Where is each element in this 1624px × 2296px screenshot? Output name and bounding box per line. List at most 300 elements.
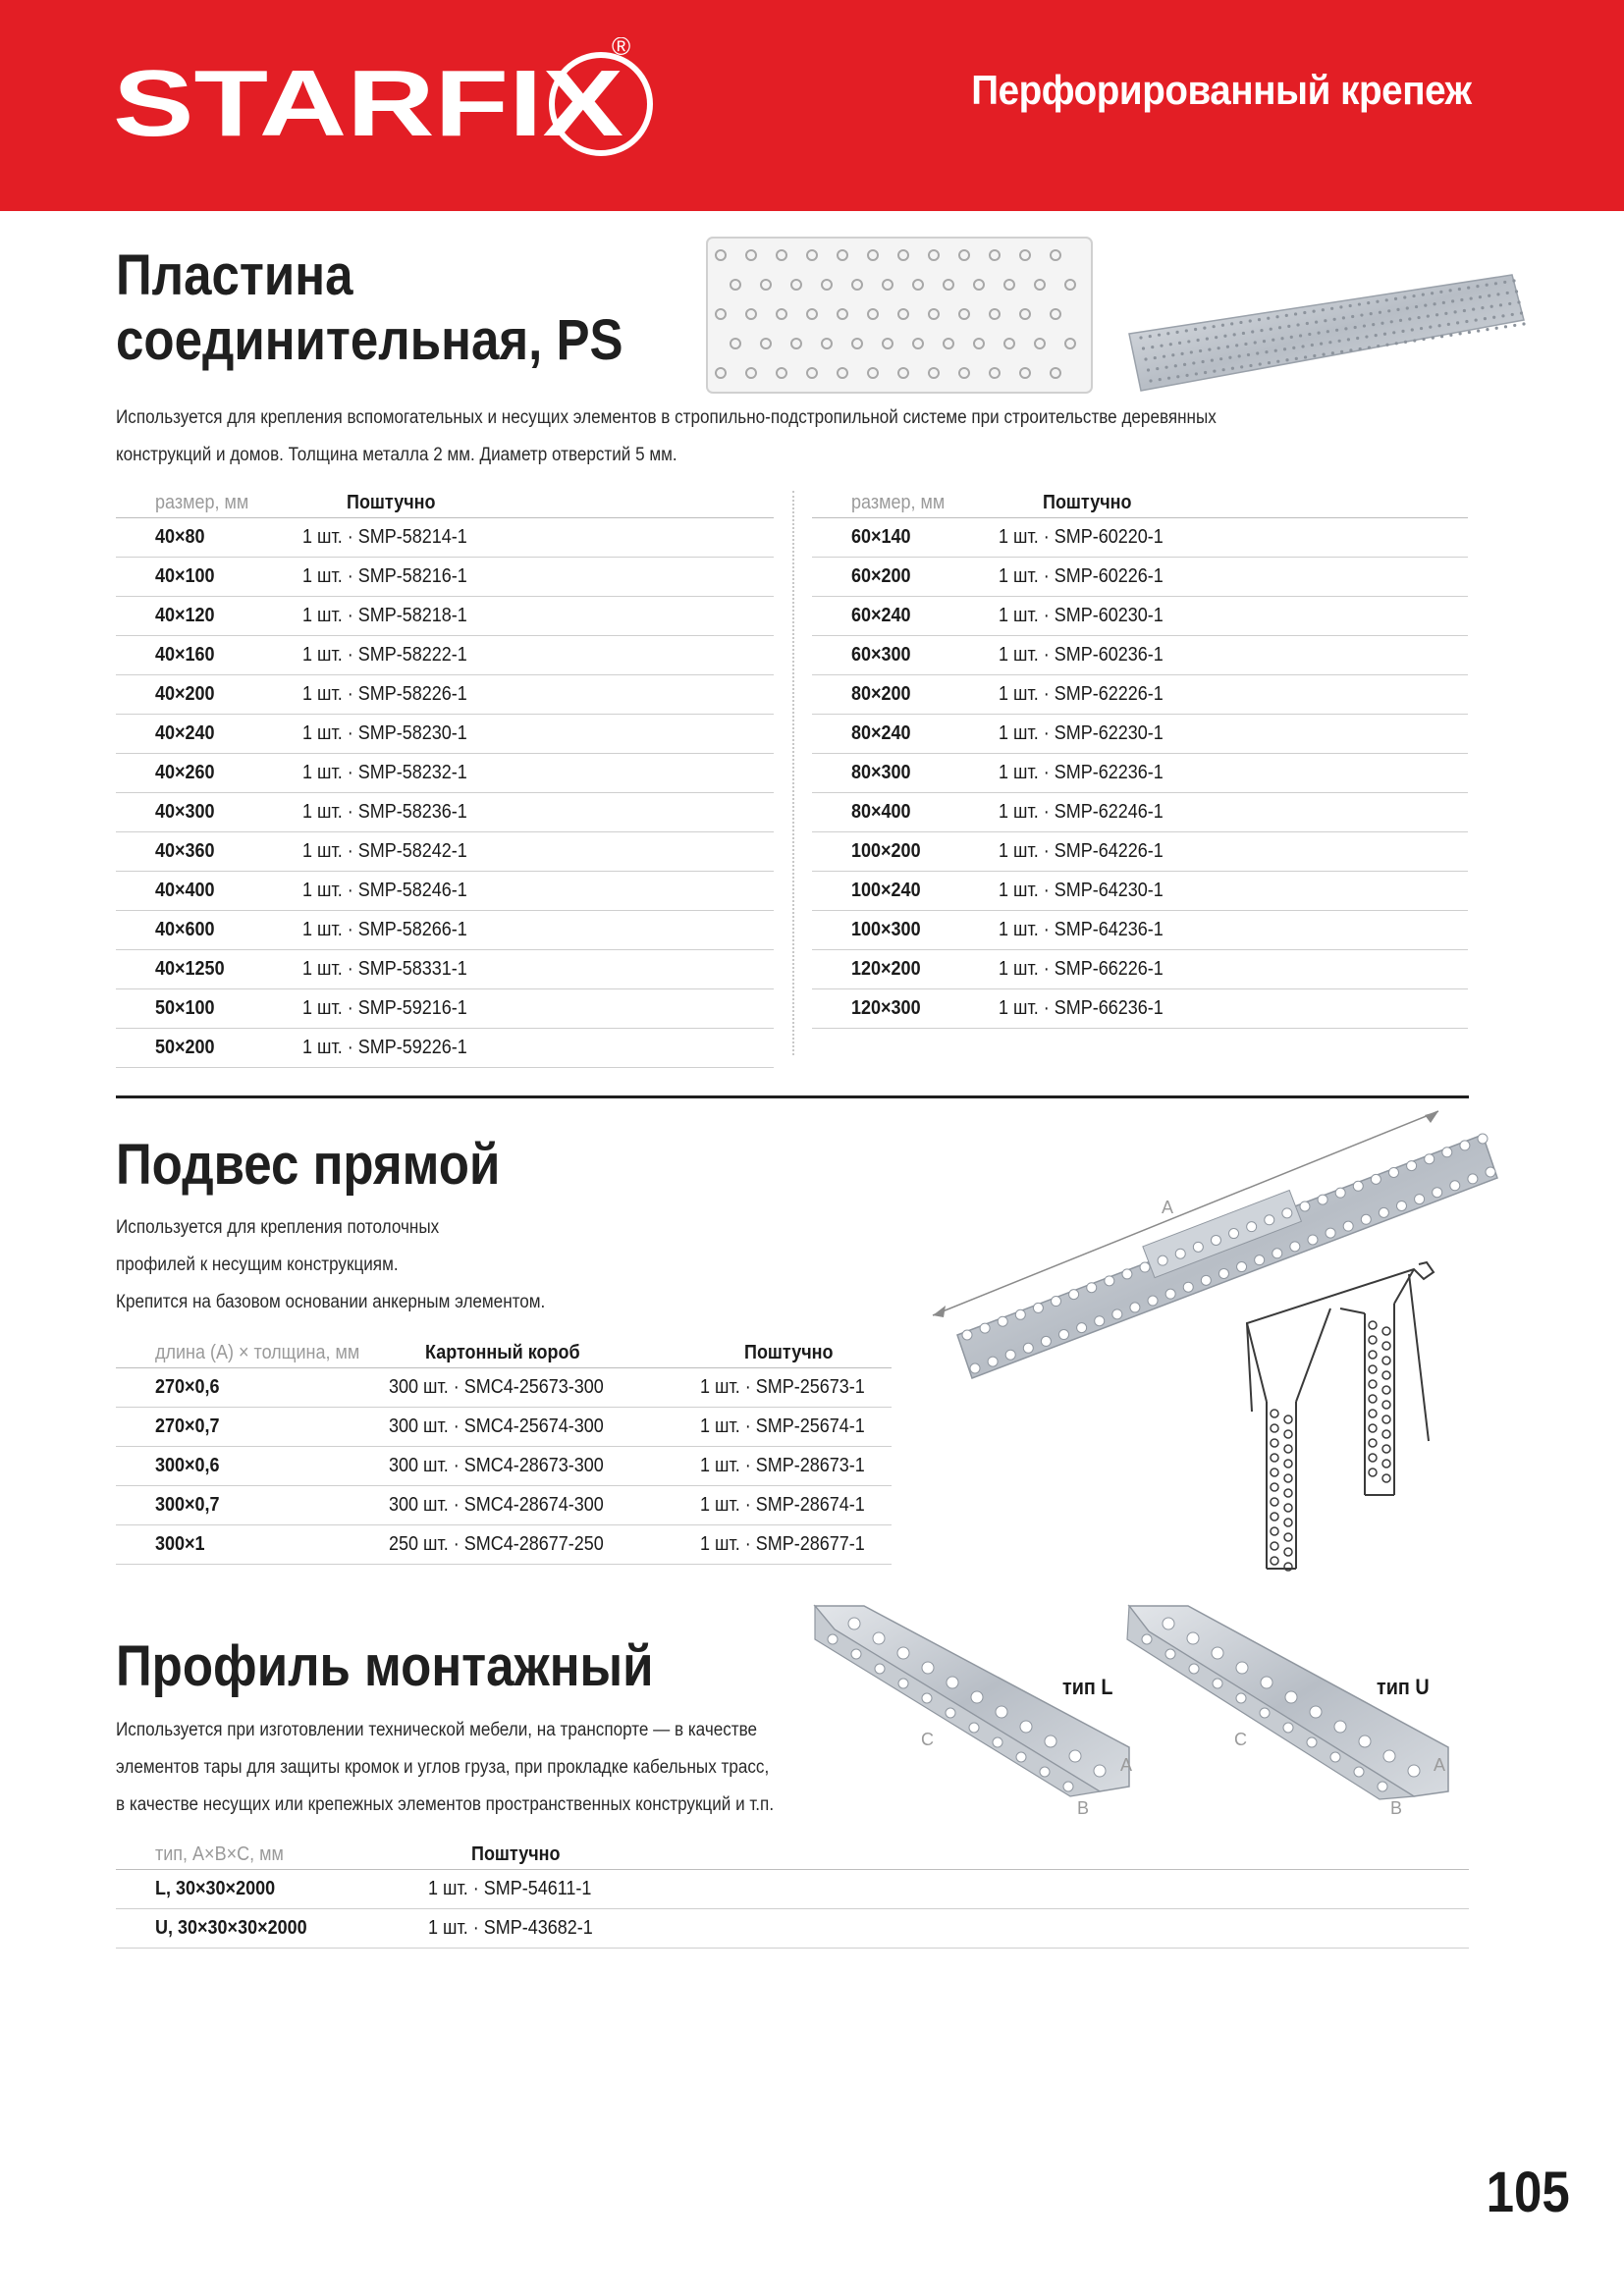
piece-cell: 1 шт. · SMP-28673-1 <box>700 1455 865 1476</box>
plate-hole <box>1520 311 1523 314</box>
plate-hole <box>1403 295 1406 298</box>
plate-hole <box>1454 310 1457 313</box>
profile-hole <box>993 1737 1002 1747</box>
leg-hole <box>1369 1395 1377 1403</box>
plate-hole <box>1496 293 1499 295</box>
page-number: 105 <box>1486 2161 1570 2224</box>
plate-hole <box>1484 317 1487 320</box>
piece-cell: 1 шт. · SMP-28677-1 <box>700 1533 865 1555</box>
plate-hole <box>1272 339 1274 342</box>
plate-hole <box>1159 378 1162 381</box>
plate-title-line2: соединительная, PS <box>116 308 623 372</box>
plate-hole <box>1390 320 1393 323</box>
plate-hole <box>1465 320 1468 323</box>
leg-hole <box>1369 1454 1377 1462</box>
plate-hole <box>1349 348 1352 351</box>
hanger-slot <box>1371 1174 1380 1184</box>
plate-hole <box>1411 328 1414 331</box>
plate-hole <box>1240 365 1243 368</box>
leg-hole <box>1369 1351 1377 1359</box>
hanger-slot <box>1041 1336 1051 1346</box>
hanger-slot <box>1300 1201 1310 1211</box>
plate-hole <box>1367 301 1370 304</box>
table-row <box>116 1368 892 1408</box>
plate-hole <box>1213 325 1216 328</box>
plate-hole <box>1158 334 1161 337</box>
plate-hole <box>1308 333 1311 336</box>
label-a-l: A <box>1120 1755 1133 1775</box>
piece-cell: 1 шт. · SMP-62230-1 <box>999 722 1164 744</box>
leg-hole <box>1369 1321 1377 1329</box>
plate-hole <box>1218 347 1220 349</box>
plate-hole <box>1299 334 1302 337</box>
label-c-l: C <box>921 1730 934 1749</box>
hanger-slot <box>1478 1134 1488 1144</box>
table-row <box>812 832 1468 872</box>
profile-hole <box>947 1677 958 1688</box>
hanger-slot <box>1112 1309 1122 1319</box>
size-cell: 60×140 <box>851 526 911 548</box>
plate-hole <box>1328 341 1331 344</box>
piece-cell: 1 шт. · SMP-66226-1 <box>999 958 1164 980</box>
plate-hole <box>1451 299 1454 302</box>
leg-hole <box>1284 1533 1292 1541</box>
plate-hole <box>1408 317 1411 320</box>
piece-cell: 1 шт. · SMP-66236-1 <box>999 997 1164 1019</box>
leg-hole <box>1382 1460 1390 1468</box>
label-c-u: C <box>1234 1730 1247 1749</box>
leg-hole <box>1382 1371 1390 1379</box>
profile-hole <box>1236 1662 1248 1674</box>
plate-hole <box>1349 304 1352 307</box>
plate-hole <box>1290 336 1293 339</box>
box-cell: 300 шт. · SMC4-28674-300 <box>389 1494 604 1516</box>
hanger-desc-line1: Используется для крепления потолочных <box>116 1217 440 1238</box>
plate-hole <box>1274 349 1277 352</box>
hanger-slot <box>1229 1229 1239 1239</box>
plate-hole <box>1512 279 1515 282</box>
table-row <box>812 911 1468 950</box>
plate-hole <box>1154 356 1157 359</box>
plate-hole <box>1347 338 1350 341</box>
piece-cell: 1 шт. · SMP-58236-1 <box>302 801 467 823</box>
plate-title-line1: Пластина <box>116 243 353 307</box>
hanger-slot <box>1308 1235 1318 1245</box>
plate-hole <box>1412 294 1415 297</box>
plate-hole <box>1285 314 1288 317</box>
plate-hole <box>1171 353 1174 356</box>
plate-hole <box>1256 351 1259 354</box>
plate-hole <box>1342 316 1345 319</box>
plate-hole <box>1149 379 1152 382</box>
leg-hole <box>1382 1357 1390 1364</box>
plate-hole <box>1503 281 1506 284</box>
profile-hole <box>1212 1647 1223 1659</box>
leg-hole <box>1284 1445 1292 1453</box>
piece-cell: 1 шт. · SMP-58226-1 <box>302 683 467 705</box>
plate-hole <box>1431 292 1434 294</box>
leg-hole <box>1369 1380 1377 1388</box>
profile-hole <box>1063 1782 1073 1791</box>
leg-hole <box>1382 1401 1390 1409</box>
plate-hole <box>1501 314 1504 317</box>
registered-mark: ® <box>612 37 631 61</box>
profile-u-image <box>1119 1600 1453 1816</box>
leg-hole <box>1369 1424 1377 1432</box>
size-cell: 80×200 <box>851 683 911 705</box>
profile-hole <box>1359 1735 1371 1747</box>
size-cell: 40×260 <box>155 762 215 783</box>
hanger-slot <box>1130 1303 1140 1312</box>
hanger-slot <box>1015 1309 1025 1319</box>
plate-hole <box>1360 313 1363 316</box>
plate-hole <box>1147 368 1150 371</box>
plate-hole <box>1228 356 1231 359</box>
plate-hole <box>1238 354 1241 357</box>
plate-hole <box>1486 284 1489 287</box>
plate-hole <box>1258 318 1261 321</box>
leg-hole <box>1284 1504 1292 1512</box>
plate-flat-image <box>705 236 1094 395</box>
leg-hole <box>1271 1410 1278 1417</box>
plate-hole <box>1358 302 1361 305</box>
hanger-slot <box>1486 1167 1495 1177</box>
hanger-desc-line2: профилей к несущим конструкциям. <box>116 1255 399 1275</box>
plate-hole <box>1149 335 1152 338</box>
plate-hole <box>1356 337 1359 340</box>
size-cell: 40×80 <box>155 526 205 548</box>
plate-hole <box>1283 347 1286 350</box>
plate-hole <box>1144 357 1147 360</box>
plate-hole <box>1379 311 1381 314</box>
plate-hole <box>1504 325 1507 328</box>
table-row <box>116 518 774 558</box>
plate-hole <box>1368 346 1371 348</box>
type-l-label: тип L <box>1062 1675 1113 1699</box>
plate-hole <box>1208 347 1211 350</box>
piece-cell: 1 шт. · SMP-64230-1 <box>999 880 1164 901</box>
table-row <box>116 597 774 636</box>
plate-hole <box>1340 350 1343 353</box>
plate-hole <box>1223 335 1226 338</box>
profile-hole <box>969 1723 979 1733</box>
plate-left-header <box>116 488 774 518</box>
plate-hole <box>1160 345 1163 347</box>
plate-hole <box>1303 311 1306 314</box>
profile-hole <box>851 1649 861 1659</box>
hanger-slot <box>1433 1188 1442 1198</box>
plate-hole <box>1306 322 1309 325</box>
plate-hole <box>1174 364 1177 367</box>
type-u-label: тип U <box>1377 1675 1430 1699</box>
size-cell: 40×360 <box>155 840 215 862</box>
plate-hole <box>1247 353 1250 356</box>
col-type-header: тип, A×B×C, мм <box>155 1843 284 1865</box>
hanger-slot <box>1211 1235 1220 1245</box>
plate-hole <box>1166 332 1169 335</box>
size-cell: 40×160 <box>155 644 215 666</box>
size-cell: 100×300 <box>851 919 921 940</box>
hanger-slot <box>1290 1242 1300 1252</box>
plate-hole <box>1508 302 1511 305</box>
hanger-slot <box>1396 1201 1406 1210</box>
plate-hole <box>1215 336 1218 339</box>
table-row <box>116 793 774 832</box>
size-cell: 120×300 <box>851 997 921 1019</box>
piece-cell: 1 шт. · SMP-60226-1 <box>999 565 1164 587</box>
plate-hole <box>1199 349 1202 352</box>
type-cell: U, 30×30×30×2000 <box>155 1917 307 1939</box>
plate-hole <box>1417 316 1420 319</box>
leg-hole <box>1369 1468 1377 1476</box>
plate-hole <box>1387 309 1390 312</box>
header-bar <box>0 0 1624 211</box>
table-row <box>116 675 774 715</box>
plate-hole <box>1295 357 1298 360</box>
profile-header <box>116 1840 1469 1870</box>
leg-hole <box>1271 1454 1278 1462</box>
plate-hole <box>1139 336 1142 339</box>
plate-hole <box>1195 372 1198 375</box>
col-piece-header: Поштучно <box>1043 492 1132 513</box>
plate-hole <box>1442 301 1445 304</box>
plate-hole <box>1233 333 1236 336</box>
leg-hole <box>1284 1519 1292 1526</box>
plate-hole <box>1268 361 1271 364</box>
profile-table <box>116 1840 1469 1949</box>
leg-hole <box>1284 1415 1292 1423</box>
size-cell: 100×200 <box>851 840 921 862</box>
table-row <box>812 636 1468 675</box>
plate-hole <box>1494 282 1497 285</box>
table-row <box>116 989 774 1029</box>
leg-hole <box>1271 1527 1278 1535</box>
table-row <box>116 1408 892 1447</box>
plate-hole <box>1164 366 1167 369</box>
plate-hole <box>1468 331 1471 334</box>
piece-cell: 1 шт. · SMP-59216-1 <box>302 997 467 1019</box>
plate-hole <box>1506 292 1509 294</box>
plate-hole <box>1211 358 1214 361</box>
table-row <box>116 911 774 950</box>
leg-hole <box>1284 1460 1292 1468</box>
hanger-slot <box>1460 1141 1470 1150</box>
hanger-slot <box>980 1323 990 1333</box>
table-row <box>812 950 1468 989</box>
table-row <box>116 1447 892 1486</box>
box-cell: 300 шт. · SMC4-25673-300 <box>389 1376 604 1398</box>
hanger-slot <box>1318 1195 1327 1204</box>
piece-cell: 1 шт. · SMP-58266-1 <box>302 919 467 940</box>
plate-hole <box>1304 355 1307 358</box>
hanger-slot <box>1450 1181 1460 1191</box>
profile-hole <box>1260 1708 1270 1718</box>
piece-cell: 1 шт. · SMP-59226-1 <box>302 1037 467 1058</box>
profile-hole <box>1045 1735 1056 1747</box>
leg-hole <box>1271 1439 1278 1447</box>
piece-cell: 1 шт. · SMP-58232-1 <box>302 762 467 783</box>
plate-hole <box>1422 338 1425 341</box>
plate-hole <box>1449 289 1452 292</box>
plate-hole <box>1396 308 1399 311</box>
dim-label-a: A <box>1162 1198 1174 1217</box>
profile-hole <box>1261 1677 1272 1688</box>
plate-hole <box>1312 310 1315 313</box>
plate-table-right <box>812 488 1468 1029</box>
plate-hole <box>1458 288 1461 291</box>
plate-hole <box>1495 327 1498 330</box>
plate-hole <box>1456 321 1459 324</box>
label-a-u: A <box>1434 1755 1446 1775</box>
piece-cell: 1 шт. · SMP-60236-1 <box>999 644 1164 666</box>
plate-hole <box>1470 296 1473 299</box>
col-box-header: Картонный короб <box>425 1342 580 1363</box>
plate-hole <box>1331 351 1334 354</box>
leg-hole <box>1369 1336 1377 1344</box>
table-row <box>812 872 1468 911</box>
plate-hole <box>1187 340 1190 343</box>
header-title: Перфорированный крепеж <box>971 67 1472 113</box>
table-row <box>812 558 1468 597</box>
plate-hole <box>1365 335 1368 338</box>
plate-hole <box>1359 347 1362 350</box>
plate-hole <box>1372 323 1375 326</box>
plate-hole <box>1203 326 1206 329</box>
size-cell: 60×200 <box>851 565 911 587</box>
plate-hole <box>1151 346 1154 348</box>
plate-hole <box>1322 308 1325 311</box>
col-piece-header: Поштучно <box>744 1342 834 1363</box>
plate-hole <box>1351 315 1354 318</box>
plate-hole <box>1270 328 1272 331</box>
plate-hole <box>1415 305 1418 308</box>
plate-hole <box>1404 341 1407 344</box>
plate-hole <box>1377 345 1380 347</box>
hanger-slot <box>1237 1262 1247 1272</box>
profile-description <box>116 1712 774 1824</box>
hanger-header <box>116 1338 892 1368</box>
leg-hole <box>1271 1557 1278 1565</box>
plate-hole <box>1267 317 1270 320</box>
plate-perspective-image <box>1119 265 1532 402</box>
hanger-slot <box>1425 1154 1435 1164</box>
plate-hole <box>1315 321 1318 324</box>
plate-hole <box>1339 305 1342 308</box>
profile-hole <box>1330 1752 1340 1762</box>
hanger-slot <box>1335 1188 1345 1198</box>
plate-hole <box>1242 332 1245 335</box>
profile-hole <box>922 1662 934 1674</box>
plate-hole <box>1178 342 1181 345</box>
plate-hole <box>1513 324 1516 327</box>
plate-hole <box>1249 319 1252 322</box>
plate-hole <box>1175 331 1178 334</box>
plate-hole <box>1275 315 1278 318</box>
size-cell: 40×300 <box>155 801 215 823</box>
hanger-slot <box>1183 1282 1193 1292</box>
profile-desc-line1: Используется при изготовлении технической мебели, на транспорте — в качестве <box>116 1720 758 1740</box>
plate-hole <box>1142 347 1145 349</box>
profile-hole <box>1383 1750 1395 1762</box>
profile-hole <box>946 1708 955 1718</box>
plate-hole <box>1427 315 1430 318</box>
hanger-slot <box>1122 1269 1132 1279</box>
label-b-u: B <box>1390 1798 1403 1818</box>
piece-cell: 1 шт. · SMP-58216-1 <box>302 565 467 587</box>
size-cell: 80×240 <box>851 722 911 744</box>
profile-hole <box>1378 1782 1387 1791</box>
plate-hole <box>1185 329 1188 332</box>
plate-title <box>116 243 623 373</box>
hanger-slot <box>1148 1296 1158 1306</box>
plate-hole <box>1394 297 1397 300</box>
hanger-slot <box>1158 1255 1167 1265</box>
piece-cell: 1 шт. · SMP-58218-1 <box>302 605 467 626</box>
hanger-slot <box>1415 1195 1425 1204</box>
plate-hole <box>1230 322 1233 325</box>
hanger-slot <box>1193 1242 1203 1252</box>
leg-hole <box>1382 1430 1390 1438</box>
plate-hole <box>1292 347 1295 349</box>
hanger-title: Подвес прямой <box>116 1133 501 1197</box>
plate-hole <box>1459 332 1462 335</box>
profile-hole <box>873 1632 885 1644</box>
plate-hole <box>1296 323 1299 326</box>
plate-hole <box>1231 367 1234 370</box>
profile-hole <box>875 1664 885 1674</box>
plate-hole <box>1476 285 1479 288</box>
brand-text: STARFIX <box>113 51 623 156</box>
hanger-slot <box>1388 1167 1398 1177</box>
table-row <box>116 1029 774 1068</box>
plate-hole <box>1490 305 1493 308</box>
profile-hole <box>1040 1767 1050 1777</box>
profile-l-image <box>805 1600 1139 1816</box>
table-row <box>116 950 774 989</box>
plate-hole <box>1249 364 1252 367</box>
plate-hole <box>1447 323 1450 326</box>
hanger-slot <box>1069 1290 1079 1300</box>
piece-cell: 1 шт. · SMP-58222-1 <box>302 644 467 666</box>
plate-hole <box>1492 316 1495 319</box>
size-cell: 40×200 <box>155 683 215 705</box>
hanger-slot <box>1201 1275 1211 1285</box>
piece-cell: 1 шт. · SMP-62246-1 <box>999 801 1164 823</box>
box-cell: 250 шт. · SMC4-28677-250 <box>389 1533 604 1555</box>
size-cell: 100×240 <box>851 880 921 901</box>
leg-hole <box>1382 1415 1390 1423</box>
hanger-slot <box>1087 1283 1097 1293</box>
size-cell: 40×100 <box>155 565 215 587</box>
profile-hole <box>1187 1632 1199 1644</box>
plate-hole <box>1333 318 1336 321</box>
plate-desc-line1: Используется для крепления вспомогательных и несущих элементов в стропильно-подстропильной системе при строительстве деревянных <box>116 407 1217 428</box>
profile-hole <box>1213 1679 1222 1688</box>
plate-hole <box>1294 312 1297 315</box>
table-row <box>116 1870 1469 1909</box>
table-row <box>116 1909 1469 1949</box>
hanger-slot <box>1272 1249 1282 1258</box>
hanger-table <box>116 1338 892 1565</box>
plate-description <box>116 400 1217 474</box>
hanger-slot <box>1442 1148 1452 1157</box>
size-cell: 60×300 <box>851 644 911 666</box>
plate-hole <box>1330 307 1333 310</box>
hanger-slot <box>1023 1343 1033 1353</box>
size-cell: 50×100 <box>155 997 215 1019</box>
profile-hole <box>922 1693 932 1703</box>
hanger-slot <box>1282 1208 1292 1218</box>
